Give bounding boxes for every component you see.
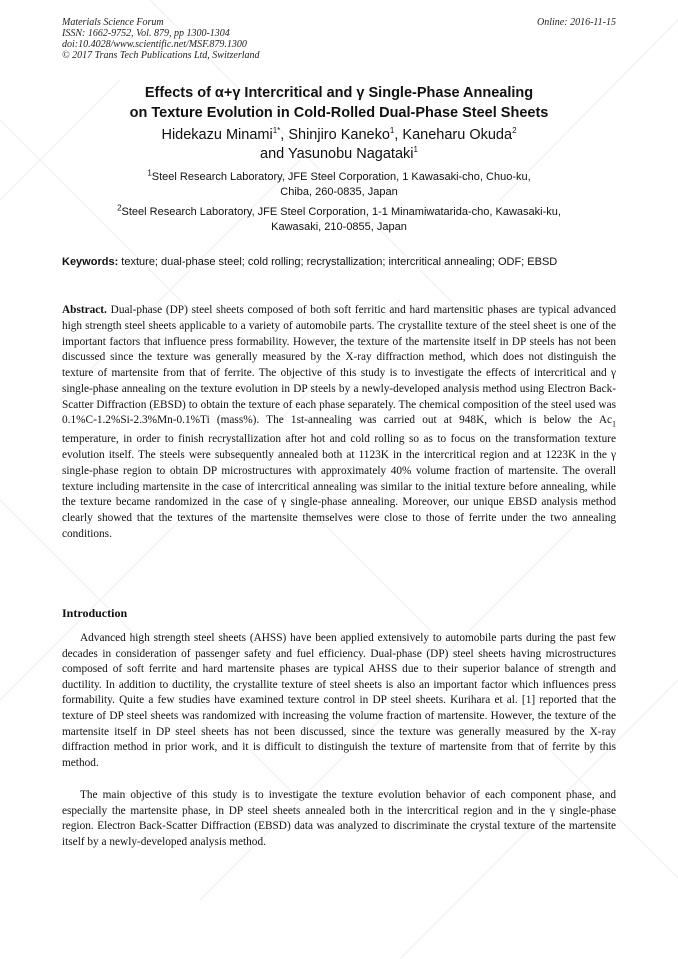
journal-name: Materials Science Forum — [62, 17, 164, 28]
affil-text: Chiba, 260-0835, Japan — [280, 185, 398, 198]
author-name: Kaneharu Okuda — [402, 127, 513, 143]
affil-text: Kawasaki, 210-0855, Japan — [271, 220, 407, 233]
online-date: Online: 2016-11-15 — [537, 17, 616, 28]
abstract-label: Abstract. — [62, 304, 107, 316]
affiliation-2 — [62, 205, 616, 234]
author-affil-mark: 1 — [413, 145, 418, 155]
abstract-text: temperature, in order to finish recrystallization after hot and cold rolling so as to focus on the transformation texture evolution itself. The steels were subsequently annealed both at 1123K in the intercritical region and at 1223K in the γ single-phase region to obtain DP microstructures with approximately 40% volume fraction of martensite. The overall texture including martensite in the case of intercritical annealing was similar to the initial texture before annealing, while the texture became randomized in the case of γ single-phase annealing. Moreover, our unique EBSD analysis method clearly showed that the textures of the martensite themselves were close to those of ferrite under the two annealing conditions. — [62, 433, 616, 540]
author-name: Yasunobu Nagataki — [288, 146, 414, 162]
abstract-text: Dual-phase (DP) steel sheets composed of both soft ferritic and hard martensitic phases are typical advanced high strength steel sheets applicable to a variety of automobile parts. The crystallite texture of the steel sheet is one of the important factors that influence press formability. However, the texture of the martensite itself in DP steels has not been discussed since the texture was generally measured by the X-ray diffraction method, which does not distinguish the texture of martensite from that of ferrite. The objective of this study is to investigate the effects of intercritical and γ single-phase annealing on the texture evolution in DP steels by a newly-developed analysis method using Electron Back-Scatter Diffraction (EBSD) to obtain the texture of each phase separately. The chemical composition of the steel used was 0.1%C-1.2%Si-2.3%Mn-0.1%Ti (mass%). The 1st-annealing was carried out at 948K, which is below the Ac — [62, 304, 616, 427]
author-affil-mark: 1 — [389, 126, 395, 136]
issn-line: ISSN: 1662-9752, Vol. 879, pp 1300-1304 — [62, 28, 230, 39]
section-heading-introduction: Introduction — [62, 606, 128, 620]
subscript: 1 — [612, 419, 616, 429]
title-line-1: Effects of α+γ Intercritical and γ Single-Phase Annealing — [144, 85, 534, 101]
author-separator: , — [280, 127, 289, 143]
keywords — [62, 255, 616, 269]
author-affil-mark: 1* — [272, 126, 281, 136]
affil-number: 1 — [147, 168, 152, 178]
author-line-2 — [62, 145, 616, 164]
author-separator: , — [394, 127, 403, 143]
affil-text: Steel Research Laboratory, JFE Steel Corporation, 1 Kawasaki-cho, Chuo-ku, — [151, 171, 531, 183]
abstract — [62, 303, 616, 543]
intro-paragraph-1: Advanced high strength steel sheets (AHSS) have been applied extensively to automobile parts during the past few decades in consideration of passenger safety and fuel efficiency. Dual-phase (DP) steel sheets having microstructures composed of soft ferrite and hard martensite phases are typical AHSS due to their superior balance of strength and ductility. In addition to ductility, the crystallite texture of steel sheets is also an important factor which influences press formability. Quite a few studies have examined texture control in DP steel sheets. Kurihara et al. [1] reported that the texture of DP steel sheets was randomized with increasing the volume fraction of martensite. However, the texture of the martensite itself in DP steel sheets has not been discussed, since the texture was generally measured by the X-ray diffraction method in prior work, and it is difficult to distinguish the texture of martensite from that of ferrite by this method. — [62, 632, 616, 769]
journal-metadata — [62, 17, 260, 61]
paper-title — [62, 83, 616, 123]
author-name: Shinjiro Kaneko — [288, 127, 390, 143]
author-list — [62, 126, 616, 164]
author-affil-mark: 2 — [512, 126, 517, 136]
doi-link[interactable]: doi:10.4028/www.scientific.net/MSF.879.1300 — [62, 39, 247, 50]
keywords-label: Keywords: — [62, 256, 119, 268]
keywords-text: texture; dual-phase steel; cold rolling; recrystallization; intercritical annealing; ODF; EBSD — [118, 256, 558, 268]
copyright-line: © 2017 Trans Tech Publications Ltd, Switzerland — [62, 50, 260, 61]
author-line-1 — [62, 126, 616, 145]
affil-number: 2 — [117, 203, 122, 213]
author-name: Hidekazu Minami — [161, 127, 273, 143]
affil-text: Steel Research Laboratory, JFE Steel Corporation, 1-1 Minamiwatarida-cho, Kawasaki-ku, — [121, 206, 561, 218]
author-conjunction: and — [260, 146, 288, 162]
affiliation-1 — [62, 170, 616, 199]
title-line-2: on Texture Evolution in Cold-Rolled Dual-Phase Steel Sheets — [129, 105, 549, 121]
intro-paragraph-2: The main objective of this study is to investigate the texture evolution behavior of each component phase, and especially the martensite phase, in DP steel sheets annealed both in the intercritical region and in the γ single-phase region. Electron Back-Scatter Diffraction (EBSD) data was analyzed to discriminate the crystal texture of the martensite itself by a newly-developed analysis method. — [62, 789, 616, 848]
